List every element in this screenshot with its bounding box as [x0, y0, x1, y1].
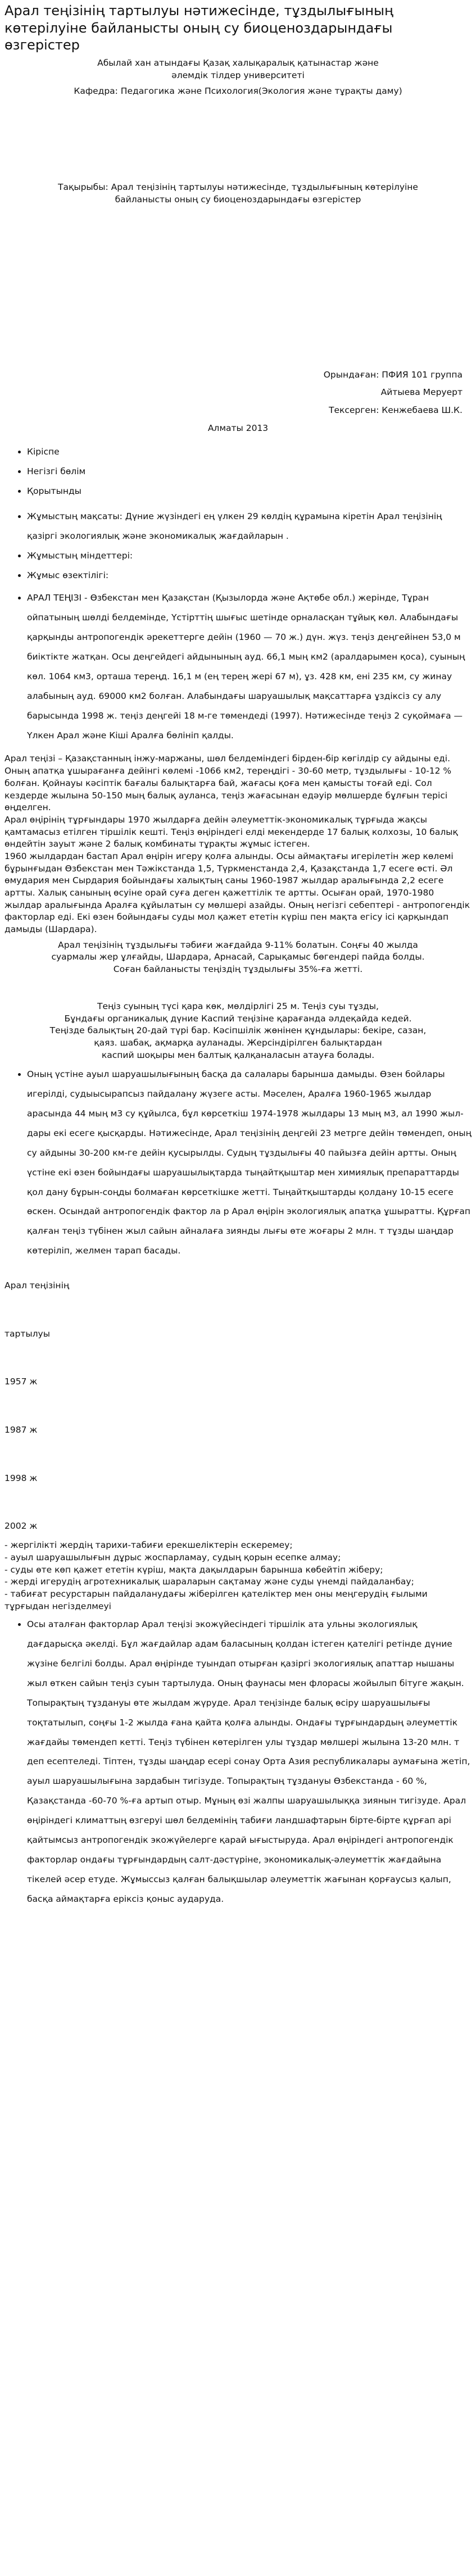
cause-item: - ауыл шаруашылығын дұрыс жоспарламау, судың қорын есепке алмау;	[4, 1552, 341, 1562]
author-block	[4, 369, 472, 417]
department-line: Кафедра: Педагогика және Психология(Экология және тұрақты даму)	[74, 85, 402, 96]
paragraph: Арал өңірінің тұрғындары 1970 жылдарға дейін әлеуметтік-экономикалық тұрғыда жақсы қамтамасыз етілген тіршілік кешті. Теңіз өңіріндегі елді мекендерде 17 балық колхозы, 10 балық өндейтін зауыт және 2 балық комбинаты тұрақты жұмыс істеген.	[4, 814, 458, 849]
student-name: Айтыева Меруерт	[380, 387, 463, 398]
university-line: Абылай хан атындағы Қазақ халықаралық қатынастар және	[97, 58, 379, 69]
toc-list	[4, 442, 472, 501]
causes-list	[4, 1539, 472, 1612]
year-label: 1998 ж	[4, 1473, 38, 1483]
paragraph: 1960 жылдардан бастап Арал өңірін игеру қолға алынды. Осы аймақтағы игерілетін жер көлемі бұрынғыдан Өзбекстан мен Тәжікстанда 1,5, Түркменстанда 2,4, Қазақстанда 1,7 есеге өсті. Әл өмудария мен Сырдария бойындағы халықтың саны 1960-1987 жылдар аралығында 2,2 есеге артты. Халық санының өсуіне орай суға деген қажеттілік те артты. Осыған орай, 1970-1980 жылдар аралығында Аралға құйылатын су мөлшері азайды. Оның негізгі себептері - антропогендік факторлар еді. Екі өзен бойындағы суды мол қажет ететін күріш пен мақта егісу ісі қарқындап дамыды (Шардара).	[4, 851, 470, 935]
text-line: Теңізде балықтың 20-дай түрі бар. Кәсіпшілік жөнінен құндылары: бекіре, сазан,	[49, 1025, 427, 1036]
aral-definition-list	[4, 588, 472, 745]
toc-item: • Қорытынды	[27, 481, 472, 501]
spacer	[4, 745, 472, 753]
paragraph: Арал теңізі – Қазақстанның інжу-маржаны, шөл белдеміндегі бірден-бір көгілдір су айдыны еді. Оның апатқа ұшырағанға дейінгі көлемі -1066 км2, тереңдігі - 30-60 метр, тұздылығы - 10-12 % болған. Қойнауы кәсіптік бағалы балықтарға бай, жағасы қоға мен қамысты тоғай еді. Сол кездерде жылына 50-150 мың балық ауланса, теңіз жағасынан едәуір мөлшерде бұлғын терісі өңделген.	[4, 753, 452, 813]
list-item: • Оның үстіне ауыл шаруашылығының басқа да салалары барынша дамыды. Өзен бойлары игерілді, судыысырапсыз пайдалану жүзеге асты. Мәселен, Аралға 1960-1965 жылдар арасында 44 мың м3 су құйылса, бұл көрсеткіш 1974-1978 жылдары 13 мың м3, ал 1990 жыл-дары екі есеге қысқарды. Нәтижесінде, Арал теңізінің деңгейі 23 метрге дейін төмендеп, оның су айдыны 30-200 км-ге дейін қусырылды. Судың тұздылығы 40 пайызға дейін артты. Оның үстіне екі өзен бойындағы шаруашылықтарда тыңайтқыштар мен химиялық препараттарды қол дану бұрын-соңды болмаған көрсеткішке жетті. Тыңайтқыштарды қолдану 10-15 есеге өскен. Осындай антропогендік фактор ла р Арал өңірін экологиялық апатқа ұшыратты. Құрғап қалған теңіз түбінен жыл сайын айналаға зиянды лығы өте жоғары 2 млн. т тұзды шаңдар көтеріліп, желмен тарап басады.	[27, 1065, 472, 1261]
list-item: • АРАЛ ТЕҢІЗІ - Өзбекстан мен Қазақстан (Қызылорда және Ақтөбе обл.) жерінде, Тұран ойпатының шөлді белдемінде, Үстірттің шығыс шетінде орналасқан тұйық көл. Алабындағы қарқынды антропогендік әрекеттерге дейін (1960 — 70 ж.) дүн. жүз. теңіз деңгейінен 53,0 м биіктікте жатқан. Осы деңгейдегі айдынының ауд. 66,1 мың км2 (аралдарымен қоса), суының көл. 1064 км3, орташа тереңд. 16,1 м (ең терең жері 67 м), ұз. 428 км, ені 235 км, су жинау алабының ауд. 69000 км2 болған. Алабындағы шаруашылық мақсаттарға ұздіксіз су алу барысында 1998 ж. теңіз деңгейі 18 м-ге төмендеді (1997). Нәтижесінде теңіз 2 суқоймаға — Үлкен Арал және Кіші Аралға бөлініп қалды.	[27, 588, 472, 745]
topic-line: байланысты оның су биоценоздарындағы өзгерістер	[115, 194, 361, 205]
city-year: Алматы 2013	[207, 422, 269, 433]
cause-item: - табиғат ресурстарын пайдаланудағы жіберілген қателіктер мен оны меңгерудің ғылыми тұрғыдан негізделмеуі	[4, 1588, 428, 1611]
salinity-paragraph	[4, 939, 472, 976]
topic-line: Тақырыбы: Арал теңізінің тартылуы нәтижесінде, тұздылығының көтерілуіне	[58, 182, 418, 193]
performed-by: Орындаған: ПФИЯ 101 группа	[323, 369, 463, 380]
university-line: әлемдік тілдер университеті	[171, 70, 305, 80]
list-item: • Осы аталған факторлар Арал теңізі экожүйесіндегі тіршілік ата ульны экологиялық дағдарысқа әкелді. Бұл жағдайлар адам баласының қолдан істеген қателігі ретінде дүние жүзіне белгілі болды. Арал өңірінде туындап отырған қазіргі экологиялық апаттар нышаны жыл өткен сайын теңіз суын тартылуда. Оның фаунасы мен флорасы жойылып бітуге жақын. Топырақтың тұздануы өте жылдам жүруде. Арал теңізінде балық өсіру шаруашылығы тоқтатылып, соңғы 1-2 жылда ғана қайта қолға алынды. Ондағы тұрғындардың әлеуметтік жағдайы төмендеп кетті. Теңіз түбінен көтерілген улы тұздар мөлшері жылына 13-20 млн. т деп есептеледі. Тіптен, тұзды шаңдар есері сонау Орта Азия республикалары аумағына жетіп, ауыл шаруашылығына зардабын тигізуде. Топырақтың тұздануы Өзбекстанда - 60 %, Қазақстанда -60-70 %-ға артып отыр. Мұның өзі жалпы шаруашылыққа зиянын тигізуде. Арал өңіріндегі климаттың өзгеруі шөл белдемінің табиғи ландшафтарын біртe-біртe құрғап арі қайтымсыз антропогендік экожүйелерге қарай ығыстыруда. Арал өңіріндегі антропогендік факторлар ондағы тұрғындардың салт-дәстүріне, экономикалық-әлеуметтік жағдайына тікелей әсер етуде. Жұмыссыз қалған балықшылар әлеуметтік жағынан қорғаусыз қалып, басқа аймақтарға еріксіз қоныс аударуда.	[27, 1615, 472, 1909]
text-line: Бұндағы органикалық дүние Каспий теңізіне қарағанда әлдеқайда кедей.	[64, 1013, 412, 1024]
years-heading: Арал теңізінің	[4, 1280, 70, 1291]
spacer	[4, 206, 472, 369]
text-line: қаяз. шабақ, ақмарқа ауланады. Жерсіндірілген балықтардан	[94, 1037, 382, 1048]
fauna-paragraph	[4, 1001, 472, 1061]
text-line: каспий шоқыры мен балтық қалқаналасын атауға болады.	[101, 1050, 375, 1060]
text-line: суармалы жер ұлғайды, Шардара, Арнасай, Сарықамыс бөгендері пайда болды.	[51, 952, 425, 962]
topic-block	[4, 181, 472, 206]
year-label: 2002 ж	[4, 1521, 38, 1532]
list-item: • Жұмыстың мақсаты: Дүние жүзіндегі ең үлкен 29 көлдің құрамына кіретін Арал теңізінің қазіргі экологиялық және экономикалық жағдайларын .	[27, 507, 472, 546]
year-label: 1957 ж	[4, 1376, 38, 1387]
cause-item: - жергілікті жердің тарихи-табиғи ерекшеліктерін ескеремеу;	[4, 1540, 293, 1551]
conclusion-list	[4, 1615, 472, 1909]
text-line: Соған байланысты теңіздің тұздылығы 35%-ға жетті.	[113, 964, 363, 975]
cause-item: - жерді игерудің агротехникалық шараларын сақтамау және суды үнемді пайдаланбау;	[4, 1577, 414, 1587]
text-line: Теңіз суының түсі қара көк, мөлдірлігі 25 м. Теңіз суы тұзды,	[97, 1001, 379, 1011]
intro-list	[4, 507, 472, 585]
checked-by: Тексерген: Кенжебаева Ш.К.	[329, 405, 463, 415]
list-item: • Жұмыстың міндеттері:	[27, 546, 472, 566]
year-label: 1987 ж	[4, 1425, 38, 1435]
toc-item: • Негізгі бөлім	[27, 462, 472, 481]
university-name	[4, 57, 472, 81]
spacer	[4, 1261, 472, 1280]
spacer	[4, 976, 472, 1001]
spacer	[4, 97, 472, 181]
years-heading: тартылуы	[4, 1328, 50, 1339]
document-title: Арал теңізінің тартылуы нәтижесінде, тұздылығының көтерілуіне байланысты оның су биоценоздарындағы өзгерістер	[4, 3, 393, 53]
cause-item: - суды өте көп қажет ететін күріш, мақта дақылдарын барынша көбейтіп жіберу;	[4, 1564, 383, 1575]
years-section	[4, 1280, 472, 1533]
economy-list	[4, 1065, 472, 1261]
body-section	[4, 753, 472, 935]
text-line: Арал теңізінің тұздылығы тәбиғи жағдайда 9-11% болатын. Соңғы 40 жылда	[58, 939, 418, 950]
list-item: • Жұмыс өзектілігі:	[27, 566, 472, 585]
toc-item: • Кіріспе	[27, 442, 472, 462]
